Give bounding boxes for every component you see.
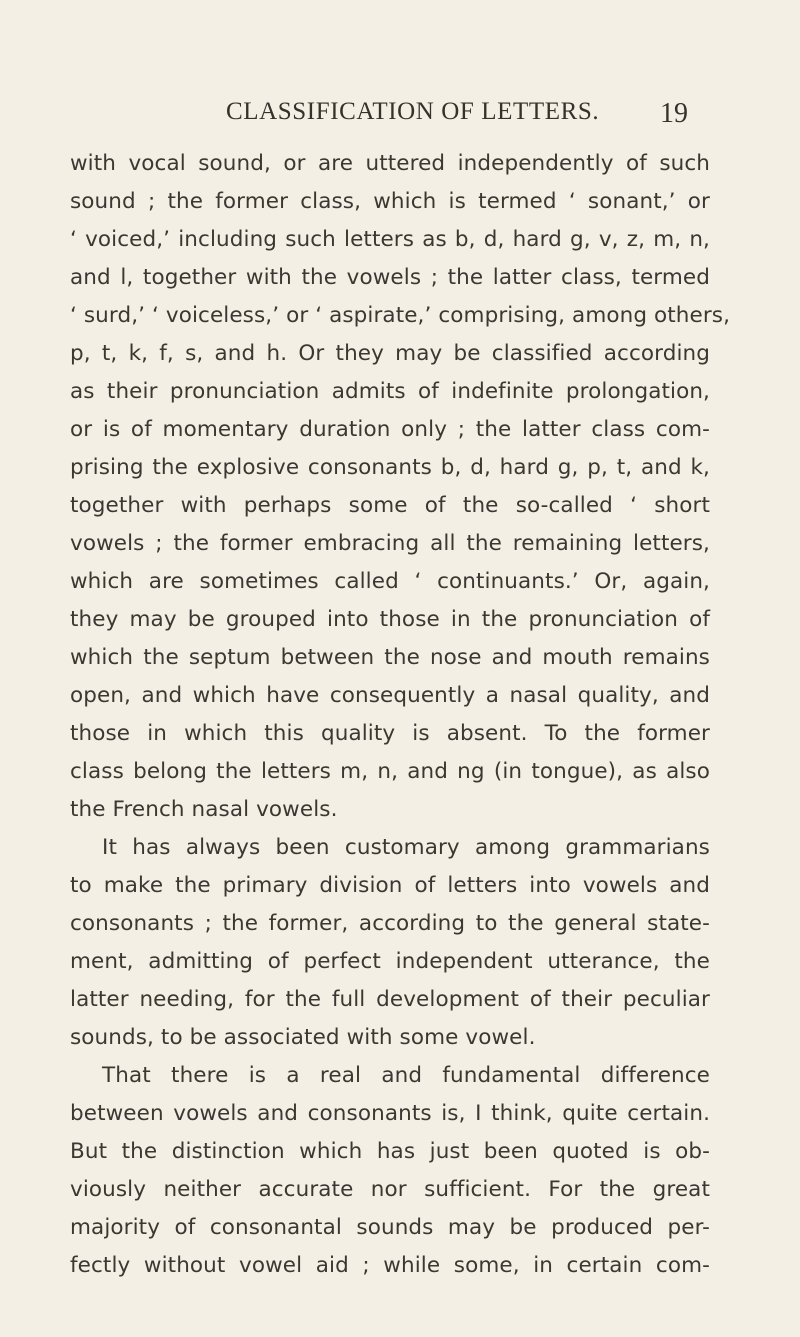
paragraph-start-line: That there is a real and fundamental difference — [102, 1063, 710, 1088]
paragraph-end-line: the French nasal vowels. — [70, 797, 338, 822]
text-line: consonants ; the former, according to the general state- — [70, 911, 710, 936]
text-line: ‘ voiced,’ including such letters as b, d, hard g, v, z, m, n, — [70, 227, 710, 252]
text-line: But the distinction which has just been quoted is ob- — [70, 1139, 710, 1164]
text-line: majority of consonantal sounds may be produced per- — [70, 1215, 710, 1240]
text-line: ‘ surd,’ ‘ voiceless,’ or ‘ aspirate,’ comprising, among others, — [70, 303, 731, 328]
text-line: class belong the letters m, n, and ng (in tongue), as also — [70, 759, 710, 784]
paragraph-end-line: sounds, to be associated with some vowel. — [70, 1025, 536, 1050]
text-line: latter needing, for the full development of their peculiar — [70, 987, 710, 1012]
text-line: prising the explosive consonants b, d, hard g, p, t, and k, — [70, 455, 710, 480]
text-line: which the septum between the nose and mouth remains — [70, 645, 710, 670]
page-number: 19 — [660, 98, 688, 129]
text-line: which are sometimes called ‘ continuants.’ Or, again, — [70, 569, 710, 594]
text-line: p, t, k, f, s, and h. Or they may be classified according — [70, 341, 710, 366]
text-line: and l, together with the vowels ; the latter class, termed — [70, 265, 710, 290]
running-head — [0, 98, 800, 138]
text-line: ment, admitting of perfect independent utterance, the — [70, 949, 710, 974]
text-line: to make the primary division of letters into vowels and — [70, 873, 710, 898]
text-line: fectly without vowel aid ; while some, in certain com- — [70, 1253, 710, 1278]
text-line: sound ; the former class, which is termed ‘ sonant,’ or — [70, 189, 710, 214]
text-line: between vowels and consonants is, I think, quite certain. — [70, 1101, 710, 1126]
text-line: together with perhaps some of the so-called ‘ short — [70, 493, 710, 518]
chapter-running-title: CLASSIFICATION OF LETTERS. — [226, 98, 600, 125]
text-line: with vocal sound, or are uttered independently of such — [70, 151, 710, 176]
text-line: as their pronunciation admits of indefinite prolongation, — [70, 379, 710, 404]
text-line: or is of momentary duration only ; the latter class com- — [70, 417, 710, 442]
text-line: those in which this quality is absent. To the former — [70, 721, 710, 746]
body-text — [70, 145, 731, 1285]
text-line: vowels ; the former embracing all the remaining letters, — [70, 531, 710, 556]
paragraph-start-line: It has always been customary among grammarians — [102, 835, 710, 860]
text-line: open, and which have consequently a nasal quality, and — [70, 683, 710, 708]
text-line: viously neither accurate nor sufficient. For the great — [70, 1177, 710, 1202]
text-line: they may be grouped into those in the pronunciation of — [70, 607, 710, 632]
